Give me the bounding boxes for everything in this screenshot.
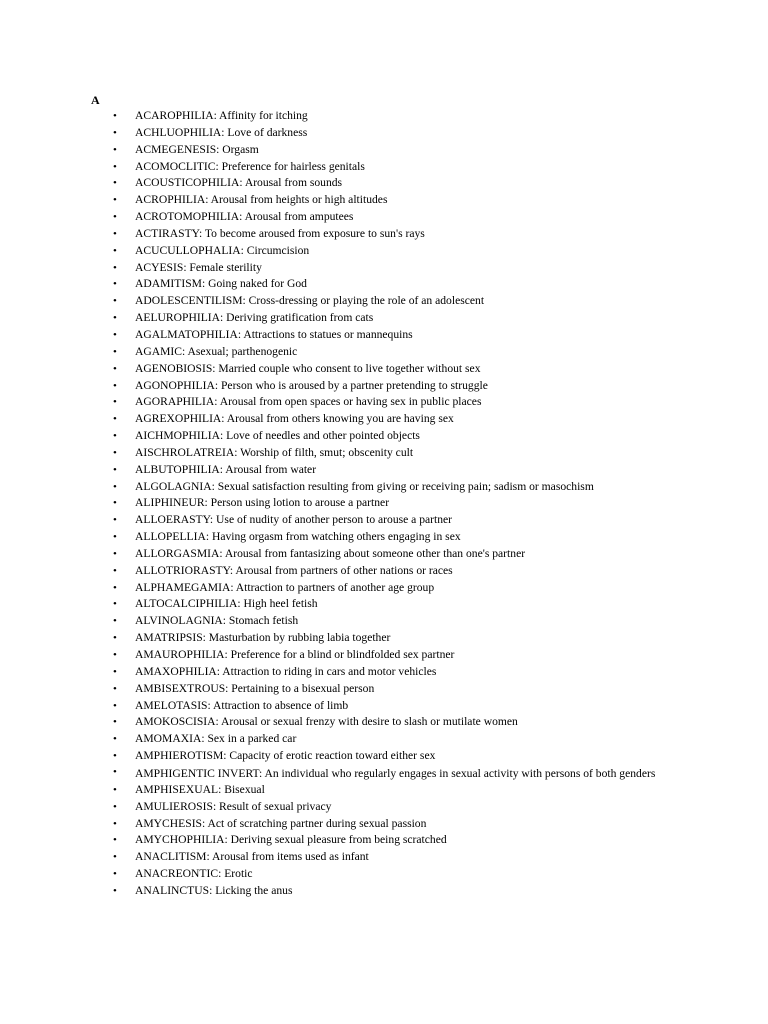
- bullet-icon: •: [113, 430, 117, 443]
- bullet-icon: •: [113, 716, 117, 729]
- list-item: [0, 731, 700, 748]
- list-item: [0, 361, 700, 378]
- bullet-icon: •: [113, 800, 117, 813]
- bullet-icon: •: [113, 699, 117, 712]
- list-item-text: ALLORGASMIA: Arousal from fantasizing about someone other than one's partner: [135, 546, 526, 560]
- term-list: [0, 108, 700, 900]
- list-item: [0, 462, 700, 479]
- bullet-icon: •: [113, 480, 117, 493]
- list-item-text: AMOKOSCISIA: Arousal or sexual frenzy with desire to slash or mutilate women: [135, 715, 518, 729]
- list-item: [0, 175, 700, 192]
- list-item: [0, 613, 700, 630]
- list-item-text: AGREXOPHILIA: Arousal from others knowing you are having sex: [135, 412, 454, 426]
- list-item-text: ALLOTRIORASTY: Arousal from partners of other nations or races: [135, 563, 453, 577]
- list-item: [0, 563, 700, 580]
- list-item-text: ACOMOCLITIC: Preference for hairless genitals: [135, 159, 365, 173]
- bullet-icon: •: [113, 261, 117, 274]
- bullet-icon: •: [113, 328, 117, 341]
- list-item: [0, 495, 700, 512]
- list-item: [0, 512, 700, 529]
- list-item: [0, 799, 700, 816]
- bullet-icon: •: [113, 362, 117, 375]
- list-item: [0, 243, 700, 260]
- bullet-icon: •: [113, 312, 117, 325]
- list-item-text: ALGOLAGNIA: Sexual satisfaction resulting from giving or receiving pain; sadism or masochism: [135, 479, 594, 493]
- list-item: [0, 765, 665, 782]
- list-item: [0, 344, 700, 361]
- list-item-text: AGALMATOPHILIA: Attractions to statues or mannequins: [135, 327, 413, 341]
- list-item-text: ACMEGENESIS: Orgasm: [135, 142, 259, 156]
- list-item: [0, 378, 700, 395]
- list-item: [0, 664, 700, 681]
- list-item-text: AMOMAXIA: Sex in a parked car: [135, 732, 297, 746]
- list-item: [0, 596, 700, 613]
- list-item-text: ANALINCTUS: Licking the anus: [135, 883, 293, 897]
- bullet-icon: •: [113, 750, 117, 763]
- list-item: [0, 630, 700, 647]
- bullet-icon: •: [113, 632, 117, 645]
- bullet-icon: •: [113, 514, 117, 527]
- bullet-icon: •: [113, 177, 117, 190]
- list-item: [0, 108, 700, 125]
- bullet-icon: •: [113, 851, 117, 864]
- list-item: [0, 159, 700, 176]
- list-item: [0, 681, 700, 698]
- list-item-text: ALLOPELLIA: Having orgasm from watching others engaging in sex: [135, 530, 461, 544]
- list-item-text: ALPHAMEGAMIA: Attraction to partners of another age group: [135, 580, 435, 594]
- bullet-icon: •: [113, 665, 117, 678]
- list-item-text: ACROPHILIA: Arousal from heights or high altitudes: [135, 193, 388, 207]
- list-item: [0, 529, 700, 546]
- list-item-text: AMPHIGENTIC INVERT: An individual who regularly engages in sexual activity with persons of both genders: [135, 766, 656, 780]
- list-item: [0, 226, 700, 243]
- bullet-icon: •: [113, 868, 117, 881]
- list-item-text: ACROTOMOPHILIA: Arousal from amputees: [135, 210, 354, 224]
- bullet-icon: •: [113, 227, 117, 240]
- bullet-icon: •: [113, 733, 117, 746]
- list-item-text: AMELOTASIS: Attraction to absence of limb: [135, 698, 349, 712]
- bullet-icon: •: [113, 531, 117, 544]
- bullet-icon: •: [113, 446, 117, 459]
- list-item-text: AICHMOPHILIA: Love of needles and other pointed objects: [135, 429, 420, 443]
- list-item-text: ANACLITISM: Arousal from items used as infant: [135, 850, 369, 864]
- list-item: [0, 698, 700, 715]
- bullet-icon: •: [113, 379, 117, 392]
- list-item-text: ACHLUOPHILIA: Love of darkness: [135, 125, 308, 139]
- list-item: [0, 748, 700, 765]
- bullet-icon: •: [113, 143, 117, 156]
- list-item: [0, 849, 700, 866]
- list-item-text: ADOLESCENTILISM: Cross-dressing or playing the role of an adolescent: [135, 294, 485, 308]
- list-item: [0, 866, 700, 883]
- list-item-text: AGENOBIOSIS: Married couple who consent to live together without sex: [135, 361, 481, 375]
- list-item-text: AELUROPHILIA: Deriving gratification from cats: [135, 311, 374, 325]
- list-item-text: AMULIEROSIS: Result of sexual privacy: [135, 799, 332, 813]
- bullet-icon: •: [113, 547, 117, 560]
- list-item-text: ACUCULLOPHALIA: Circumcision: [135, 243, 310, 257]
- list-item: [0, 714, 700, 731]
- list-item: [0, 445, 700, 462]
- bullet-icon: •: [113, 126, 117, 139]
- bullet-icon: •: [113, 817, 117, 830]
- list-item: [0, 479, 700, 496]
- list-item: [0, 394, 700, 411]
- list-item-text: ALVINOLAGNIA: Stomach fetish: [135, 614, 299, 628]
- bullet-icon: •: [113, 682, 117, 695]
- list-item-text: ALTOCALCIPHILIA: High heel fetish: [135, 597, 318, 611]
- bullet-icon: •: [113, 345, 117, 358]
- bullet-icon: •: [113, 564, 117, 577]
- list-item-text: ACTIRASTY: To become aroused from exposure to sun's rays: [135, 226, 425, 240]
- bullet-icon: •: [113, 463, 117, 476]
- list-item-text: AGORAPHILIA: Arousal from open spaces or having sex in public places: [135, 395, 482, 409]
- bullet-icon: •: [113, 884, 117, 897]
- bullet-icon: •: [113, 615, 117, 628]
- list-item: [0, 546, 700, 563]
- bullet-icon: •: [113, 834, 117, 847]
- list-item-text: ALBUTOPHILIA: Arousal from water: [135, 462, 317, 476]
- list-item: [0, 327, 700, 344]
- list-item-text: AISCHROLATREIA: Worship of filth, smut; obscenity cult: [135, 445, 414, 459]
- bullet-icon: •: [113, 598, 117, 611]
- list-item: [0, 428, 700, 445]
- bullet-icon: •: [113, 413, 117, 426]
- list-item-text: ADAMITISM: Going naked for God: [135, 277, 307, 291]
- list-item: [0, 883, 700, 900]
- list-item-text: AMYCHOPHILIA: Deriving sexual pleasure from being scratched: [135, 833, 447, 847]
- list-item: [0, 192, 700, 209]
- list-item: [0, 580, 700, 597]
- list-item-text: ACYESIS: Female sterility: [135, 260, 262, 274]
- list-item-text: AMBISEXTROUS: Pertaining to a bisexual person: [135, 681, 375, 695]
- list-item-text: AMYCHESIS: Act of scratching partner during sexual passion: [135, 816, 427, 830]
- list-item: [0, 411, 700, 428]
- list-item: [0, 832, 700, 849]
- list-item-text: ANACREONTIC: Erotic: [135, 867, 253, 881]
- list-item: [0, 782, 700, 799]
- bullet-icon: •: [113, 396, 117, 409]
- bullet-icon: •: [113, 244, 117, 257]
- list-item-text: AMAUROPHILIA: Preference for a blind or blindfolded sex partner: [135, 648, 455, 661]
- bullet-icon: •: [113, 110, 117, 122]
- bullet-icon: •: [113, 160, 117, 173]
- list-item-text: AGONOPHILIA: Person who is aroused by a partner pretending to struggle: [135, 378, 488, 392]
- list-item: [0, 816, 700, 833]
- bullet-icon: •: [113, 194, 117, 207]
- list-item: [0, 310, 700, 327]
- list-item-text: AMAXOPHILIA: Attraction to riding in cars and motor vehicles: [135, 664, 437, 678]
- list-item-text: AMPHIEROTISM: Capacity of erotic reaction toward either sex: [135, 749, 436, 763]
- list-item: [0, 142, 700, 159]
- list-item-text: AMPHISEXUAL: Bisexual: [135, 782, 265, 796]
- list-item-text: AGAMIC: Asexual; parthenogenic: [135, 344, 298, 358]
- list-item-text: AMATRIPSIS: Masturbation by rubbing labia together: [135, 631, 391, 645]
- list-item: [0, 276, 700, 293]
- list-item-text: ALLOERASTY: Use of nudity of another person to arouse a partner: [135, 513, 453, 527]
- list-item-text: ALIPHINEUR: Person using lotion to arouse a partner: [135, 496, 390, 510]
- list-item-text: ACOUSTICOPHILIA: Arousal from sounds: [135, 176, 343, 190]
- list-item: [0, 647, 700, 664]
- list-item-text: ACAROPHILIA: Affinity for itching: [135, 109, 308, 122]
- list-item: [0, 209, 700, 226]
- bullet-icon: •: [113, 783, 117, 796]
- bullet-icon: •: [113, 765, 117, 778]
- bullet-icon: •: [113, 295, 117, 308]
- bullet-icon: •: [113, 211, 117, 224]
- section-heading: A: [91, 93, 100, 107]
- bullet-icon: •: [113, 278, 117, 291]
- bullet-icon: •: [113, 649, 117, 661]
- bullet-icon: •: [113, 581, 117, 594]
- bullet-icon: •: [113, 497, 117, 510]
- list-item: [0, 125, 700, 142]
- list-item: [0, 260, 700, 277]
- list-item: [0, 293, 700, 310]
